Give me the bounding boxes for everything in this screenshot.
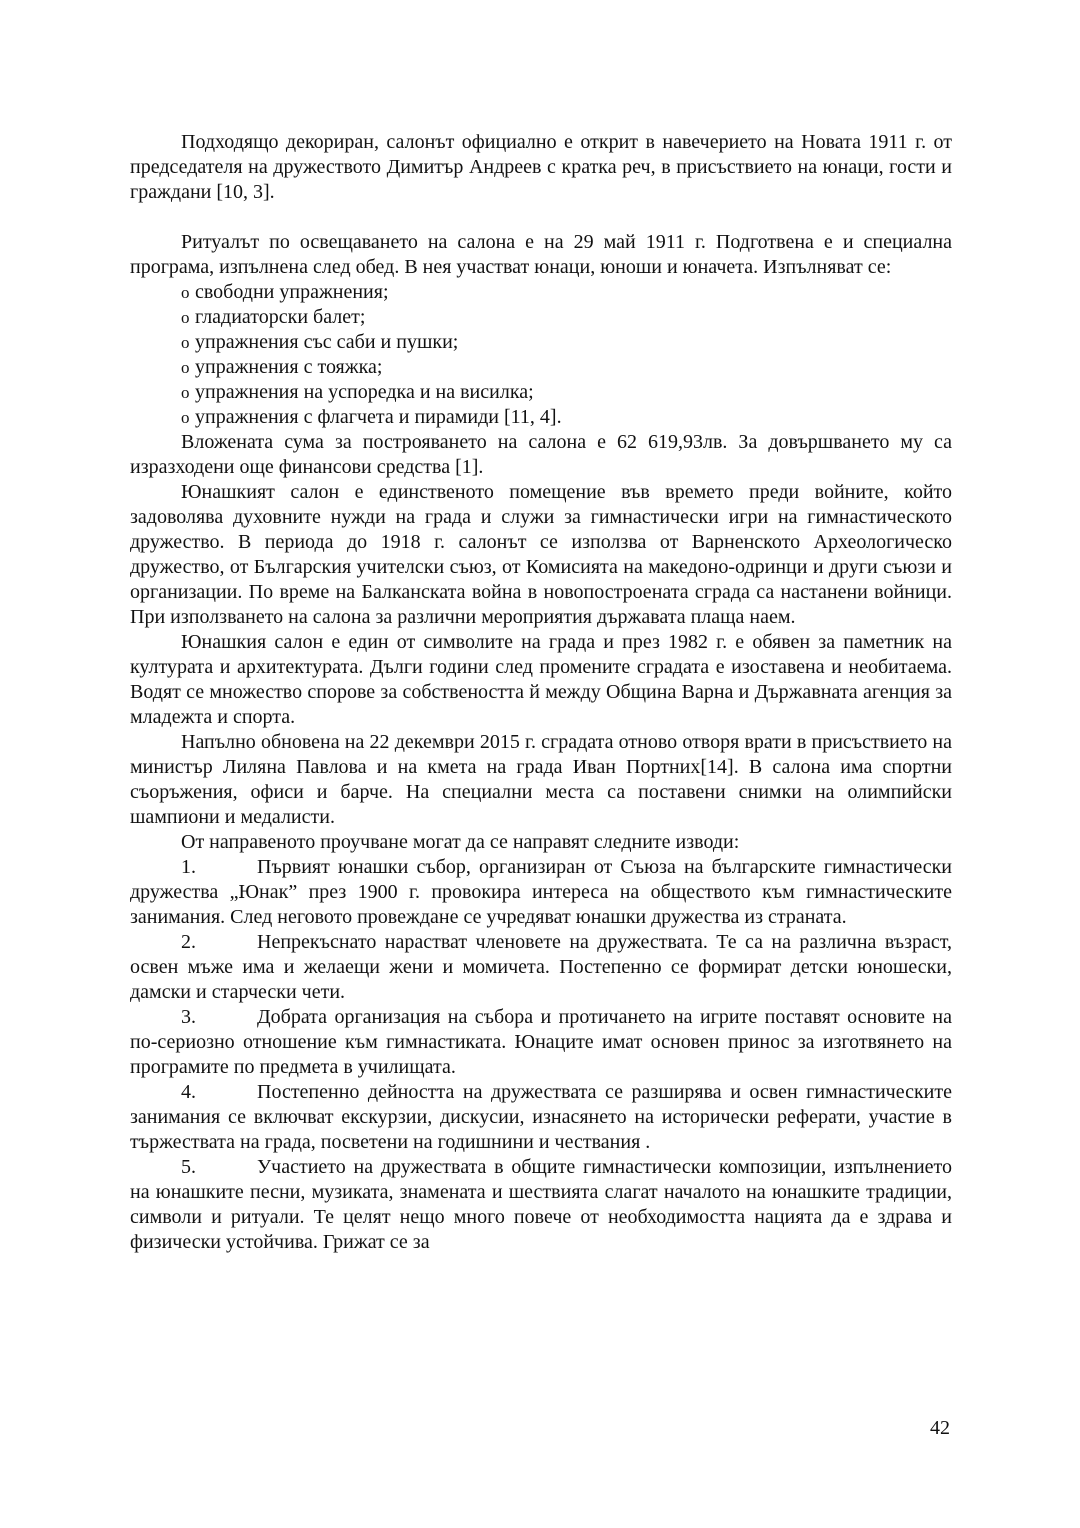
- bullet-icon: o: [181, 408, 190, 427]
- bullet-icon: o: [181, 308, 190, 327]
- numbered-item: [130, 1005, 952, 1080]
- list-item-text: гладиаторски балет;: [195, 306, 366, 328]
- paragraph-renovation: Напълно обновена на 22 декември 2015 г. сградата отново отворя врати в присъствието на министър Лиляна Павлова и на кмета на града Иван Портних[14]. В салона има спортни съоръжения, офиси и барче. На специални места са поставени снимки на олимпийски шампиони и медалисти.: [130, 731, 952, 828]
- numbered-item: [130, 855, 952, 930]
- numbered-item: [130, 930, 952, 1005]
- bullet-icon: o: [181, 383, 190, 402]
- paragraph-investment: Вложената сума за построяването на салона е 62 619,93лв. За довършването му са изразходени още финансови средства [1].: [130, 431, 952, 478]
- item-number: 3.: [181, 1006, 196, 1028]
- list-item: [181, 380, 952, 405]
- bullet-icon: o: [181, 283, 190, 302]
- item-number: 4.: [181, 1081, 196, 1103]
- item-text: Постепенно дейността на дружествата се разширява и освен гимнастическите занимания се включват екскурзии, дискусии, изнасянето на исторически реферати, участие в тържествата на града, посветени на годишнини и чествания .: [130, 1081, 952, 1153]
- page-number: 42: [930, 1417, 950, 1439]
- paragraph-opening: Подходящо декориран, салонът официално е открит в навечерието на Новата 1911 г. от председателя на дружеството Димитър Андреев с кратка реч, в присъствието на юнаци, гости и граждани [10, 3].: [130, 131, 952, 203]
- list-item-text: упражнения на успоредка и на висилка;: [195, 381, 534, 403]
- item-number: 5.: [181, 1156, 196, 1178]
- list-item-text: упражнения с тояжка;: [195, 356, 383, 378]
- list-item: [181, 280, 952, 305]
- paragraph-hall-usage: Юнашкият салон е единственото помещение във времето преди войните, който задоволява духовните нужди на града и служи за гимнастически игри на гимнастическото дружество. В периода до 1918 г. салонът се използва от Варненското Археологическо дружество, от Българския учителски съюз, от Комисията на македоно-одринци и други съюзи и организации. По време на Балканската война в новопостроената сграда са настанени войници. При използването на салона за различни мероприятия държавата плаща наем.: [130, 481, 952, 628]
- list-item: [181, 305, 952, 330]
- numbered-item: [130, 1155, 952, 1255]
- item-text: Добрата организация на събора и протичането на игрите поставят основите на по-сериозно отношение към гимнастиката. Юнаците имат основен принос за изготвянето на програмите по предмета в училищата.: [130, 1006, 952, 1078]
- list-item: [181, 355, 952, 380]
- paragraph-ritual: Ритуалът по освещаването на салона е на 29 май 1911 г. Подготвена е и специална програма, изпълнена след обед. В нея участват юнаци, юноши и юначета. Изпълняват се:: [130, 231, 952, 278]
- list-item-text: упражнения със саби и пушки;: [195, 331, 459, 353]
- list-item-text: свободни упражнения;: [195, 281, 389, 303]
- paragraph-monument: Юнашкия салон е един от символите на града и през 1982 г. е обявен за паметник на културата и архитектурата. Дълги години след промените сградата е изоставена и необитаема. Водят се множество спорове за собствеността й между Община Варна и Държавната агенция за младежта и спорта.: [130, 631, 952, 728]
- paragraph-spacer: [130, 205, 952, 230]
- list-item: [181, 405, 952, 430]
- item-text: Непрекъснато нарастват членовете на дружествата. Те са на различна възраст, освен мъже има и желаещи жени и момичета. Постепенно се формират детски юношески, дамски и старчески чети.: [130, 931, 952, 1003]
- list-item: [181, 330, 952, 355]
- item-number: 1.: [181, 856, 196, 878]
- item-number: 2.: [181, 931, 196, 953]
- item-text: Първият юнашки събор, организиран от Съюза на българските гимнастически дружества „Юнак” през 1900 г. провокира интереса на обществото към гимнастическите занимания. След неговото провеждане се учредяват юнашки дружества из страната.: [130, 856, 952, 928]
- page-body: [130, 130, 952, 1255]
- numbered-item: [130, 1080, 952, 1155]
- program-list: [130, 280, 952, 430]
- bullet-icon: o: [181, 358, 190, 377]
- item-text: Участието на дружествата в общите гимнастически композиции, изпълнението на юнашките песни, музиката, знамената и шествията слагат началото на юнашките традиции, символи и ритуали. Те целят нещо много повече от необходимостта нацията да е здрава и физически устойчива. Грижат се за: [130, 1156, 952, 1253]
- bullet-icon: o: [181, 333, 190, 352]
- paragraph-conclusions-intro: От направеното проучване могат да се направят следните изводи:: [181, 831, 740, 853]
- list-item-text: упражнения с флагчета и пирамиди [11, 4].: [195, 406, 562, 428]
